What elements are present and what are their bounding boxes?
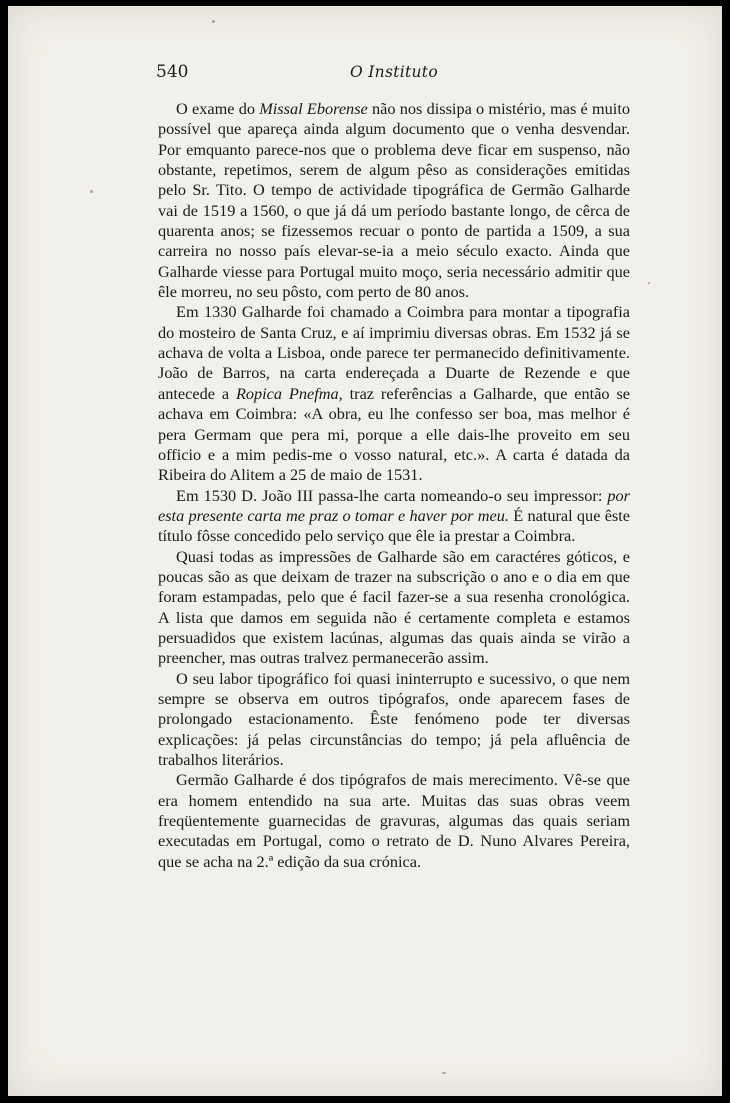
paragraph [158, 99, 630, 302]
text-run: Quasi todas as impressões de Galharde são em caractéres góticos, e poucas são as que deixam de trazer na subscrição o ano e o dia em que foram estampadas, pelo que é facil fazer-se a sua resenha cronológica. A lista que damos em seguida não é certamente completa e estamos persuadidos que existem lacúnas, algumas das quais ainda se virão a preencher, mas outras tralvez permanecerão assim. [158, 546, 630, 668]
paper-speck [442, 1072, 446, 1074]
body-text [158, 99, 630, 872]
running-title: O Instituto [350, 63, 438, 81]
paragraph [158, 486, 630, 547]
paragraph [158, 547, 630, 669]
text-run: Em 1330 Galharde foi chamado a Coimbra para montar a tipografia do mosteiro de Santa Cruz, e aí imprimiu diversas obras. Em 1532 já se achava de volta a Lisboa, onde parece ter permanecido definitivamente. João de Barros, na carta endereçada a Duarte de Rezende e que antecede a [158, 302, 630, 403]
paper-speck [212, 20, 215, 23]
italic-text: por esta presente carta me praz o tomar e haver por meu. [158, 485, 630, 525]
italic-text: Missal Eborense [259, 99, 368, 118]
text-run: não nos dissipa o mistério, mas é muito possível que apareça ainda algum documento que o venha desvendar. Por emquanto parece-nos que o problema deve ficar em suspenso, não obstante, repetimos, serem de algum pêso as considerações emitidas pelo Sr. Tito. O tempo de actividade tipográfica de Germão Galharde vai de 1519 a 1560, o que já dá um período bastante longo, de cêrca de quarenta anos; se fizessemos recuar o ponto de partida a 1509, a sua carreira no nosso país elevar-se-ia a meio século exacto. Ainda que Galharde viesse para Portugal muito moço, seria necessário admitir que êle morreu, no seu pôsto, com perto de 80 anos. [158, 99, 630, 302]
paragraph [158, 770, 630, 872]
paragraph [158, 669, 630, 771]
italic-text: Ropica Pnefma, [235, 383, 343, 403]
text-run: O exame do [176, 99, 260, 118]
text-run: Em 1530 D. João III passa-lhe carta nomeando-o seu impressor: [176, 485, 608, 505]
page-header [156, 60, 632, 90]
text-run: traz referências a Galharde, que então se achava em Coimbra: «A obra, eu lhe confesso ser boa, mas melhor é pera Germam que pera mi, porque a elle dais-lhe proveito em seu officio e a mim pedis-me o vosso natural, etc.». A carta é datada da Ribeira do Alitem a 25 de maio de 1531. [158, 383, 631, 485]
text-run: É natural que êste título fôsse concedido pelo serviço que êle ia prestar a Coimbra. [158, 505, 631, 546]
paper-speck [90, 190, 93, 193]
page-number: 540 [156, 62, 189, 82]
paper-speck [648, 282, 650, 284]
text-run: O seu labor tipográfico foi quasi ininterrupto e sucessivo, o que nem sempre se observa em outros tipógrafos, onde aparecem fases de prolongado estacionamento. Êste fenómeno pode ter diversas explicações: já pelas circunstâncias do tempo; já pela afluência de trabalhos literários. [158, 668, 630, 769]
paragraph [158, 302, 630, 485]
text-run: Germão Galharde é dos tipógrafos de mais merecimento. Vê-se que era homem entendido na sua arte. Muitas das suas obras veem freqüentemente guarnecidas de gravuras, algumas das quais seriam executadas em Portugal, como o retrato de D. Nuno Alvares Pereira, que se acha na 2.ª edição da sua crónica. [158, 770, 630, 871]
